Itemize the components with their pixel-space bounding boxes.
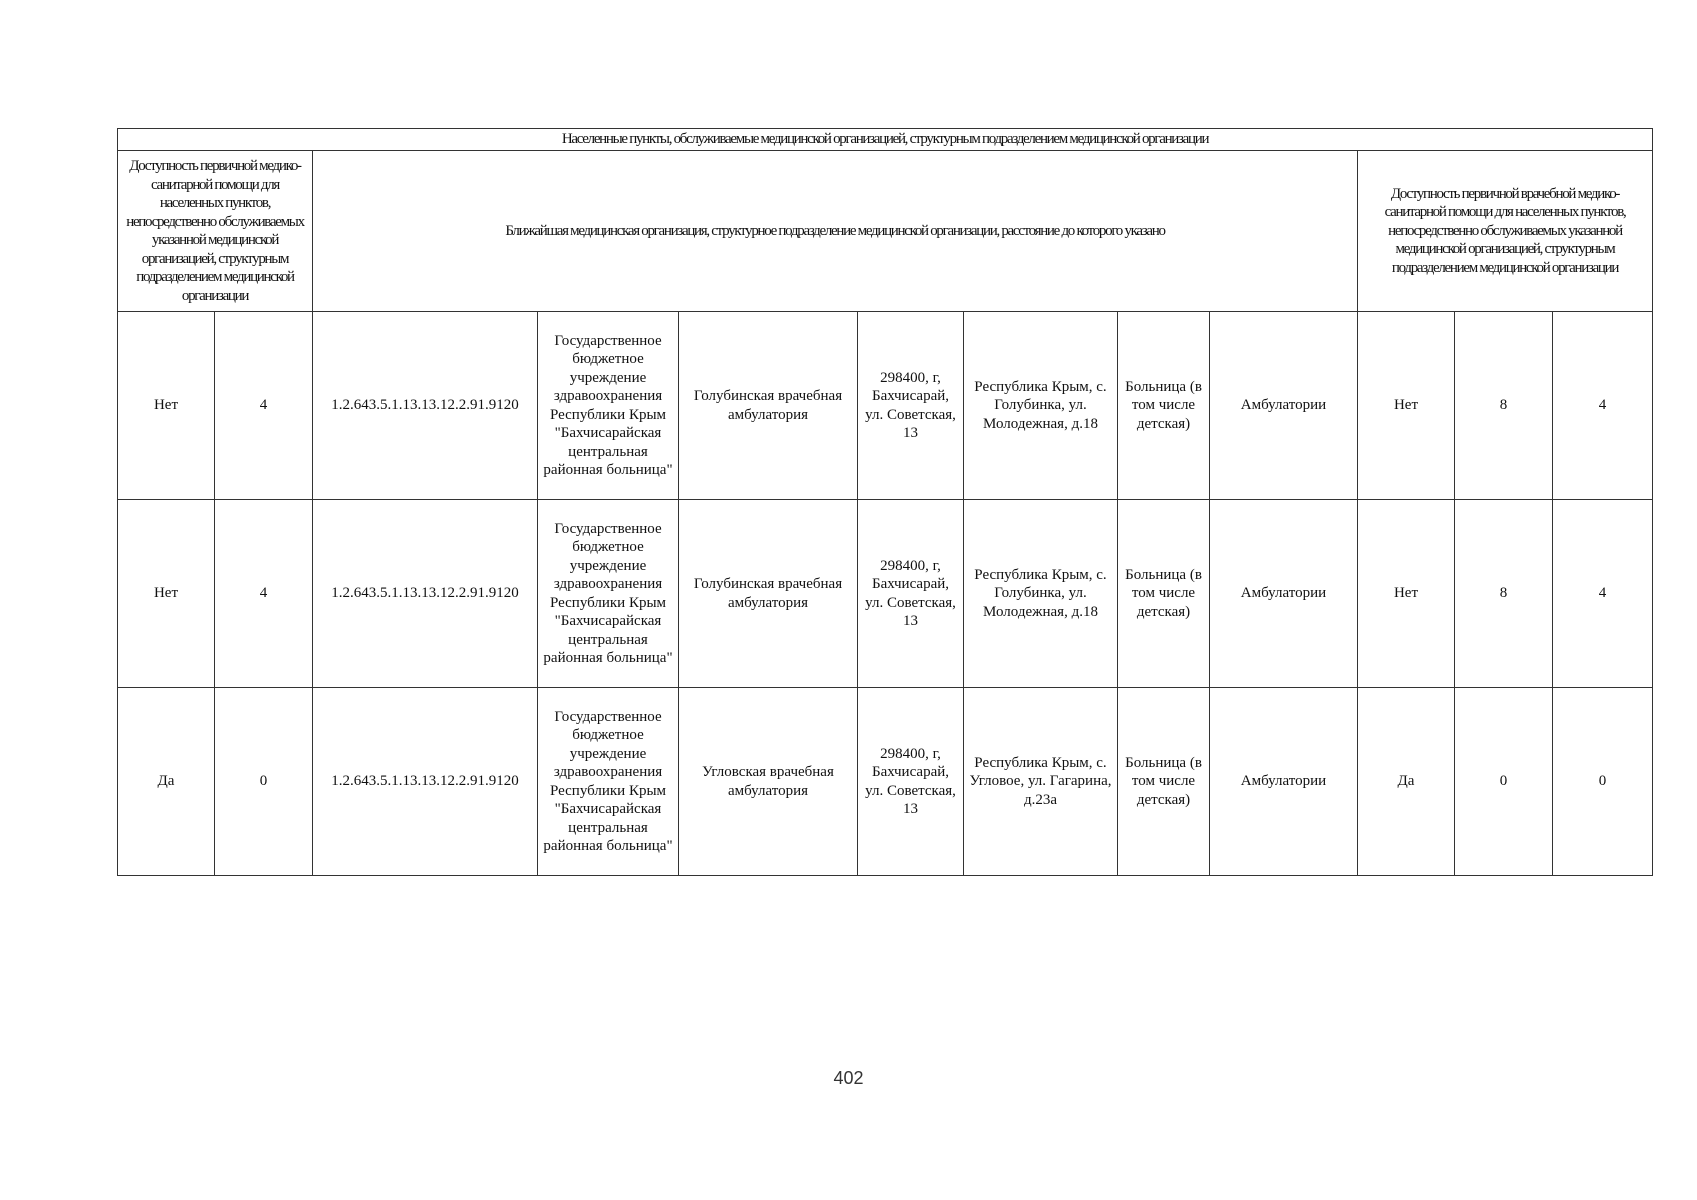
table-row: [118, 500, 1653, 688]
page-number: 402: [833, 1068, 864, 1088]
cell-oid: 1.2.643.5.1.13.13.12.2.91.9120: [313, 312, 538, 500]
cell-org-address: 298400, г, Бахчисарай, ул. Советская, 13: [858, 500, 964, 688]
cell-value-b: 4: [1553, 500, 1653, 688]
cell-subdivision: Угловская врачебная амбулатория: [679, 688, 858, 876]
cell-primary-availability: Нет: [1358, 312, 1455, 500]
cell-count: 0: [215, 688, 313, 876]
header-right: Доступность первичной врачебной медико-санитарной помощи для населенных пунктов, непосредственно обслуживаемых указанной медицинской организацией, структурным подразделением медицинской организации: [1358, 151, 1653, 312]
cell-count: 4: [215, 312, 313, 500]
header-left: Доступность первичной медико-санитарной помощи для населенных пунктов, непосредственно обслуживаемых указанной медицинской организацией, структурным подразделением медицинской организации: [118, 151, 313, 312]
cell-subdivision-address: Республика Крым, с. Голубинка, ул. Молодежная, д.18: [964, 500, 1118, 688]
cell-organization: Государственное бюджетное учреждение здравоохранения Республики Крым "Бахчисарайская центральная районная больница": [538, 688, 679, 876]
cell-organization: Государственное бюджетное учреждение здравоохранения Республики Крым "Бахчисарайская центральная районная больница": [538, 312, 679, 500]
cell-org-address: 298400, г, Бахчисарай, ул. Советская, 13: [858, 688, 964, 876]
cell-availability: Нет: [118, 312, 215, 500]
cell-org-type: Больница (в том числе детская): [1118, 500, 1210, 688]
cell-subdivision-type: Амбулатории: [1210, 312, 1358, 500]
cell-value-b: 0: [1553, 688, 1653, 876]
cell-organization: Государственное бюджетное учреждение здравоохранения Республики Крым "Бахчисарайская центральная районная больница": [538, 500, 679, 688]
cell-primary-availability: Нет: [1358, 500, 1455, 688]
table-title-row: [118, 129, 1653, 151]
cell-subdivision: Голубинская врачебная амбулатория: [679, 500, 858, 688]
cell-subdivision-address: Республика Крым, с. Угловое, ул. Гагарина, д.23а: [964, 688, 1118, 876]
table-title: Населенные пункты, обслуживаемые медицинской организацией, структурным подразделением медицинской организации: [118, 129, 1653, 151]
cell-value-a: 8: [1455, 312, 1553, 500]
table-header-row: [118, 151, 1653, 312]
header-middle: Ближайшая медицинская организация, структурное подразделение медицинской организации, расстояние до которого указано: [313, 151, 1358, 312]
cell-oid: 1.2.643.5.1.13.13.12.2.91.9120: [313, 500, 538, 688]
cell-count: 4: [215, 500, 313, 688]
cell-value-a: 0: [1455, 688, 1553, 876]
document-table: [117, 128, 1653, 876]
table-row: [118, 688, 1653, 876]
cell-availability: Нет: [118, 500, 215, 688]
table-row: [118, 312, 1653, 500]
cell-oid: 1.2.643.5.1.13.13.12.2.91.9120: [313, 688, 538, 876]
cell-subdivision-type: Амбулатории: [1210, 500, 1358, 688]
cell-org-type: Больница (в том числе детская): [1118, 688, 1210, 876]
cell-org-address: 298400, г, Бахчисарай, ул. Советская, 13: [858, 312, 964, 500]
cell-availability: Да: [118, 688, 215, 876]
cell-org-type: Больница (в том числе детская): [1118, 312, 1210, 500]
cell-subdivision-address: Республика Крым, с. Голубинка, ул. Молодежная, д.18: [964, 312, 1118, 500]
cell-value-a: 8: [1455, 500, 1553, 688]
cell-subdivision: Голубинская врачебная амбулатория: [679, 312, 858, 500]
cell-subdivision-type: Амбулатории: [1210, 688, 1358, 876]
cell-primary-availability: Да: [1358, 688, 1455, 876]
cell-value-b: 4: [1553, 312, 1653, 500]
